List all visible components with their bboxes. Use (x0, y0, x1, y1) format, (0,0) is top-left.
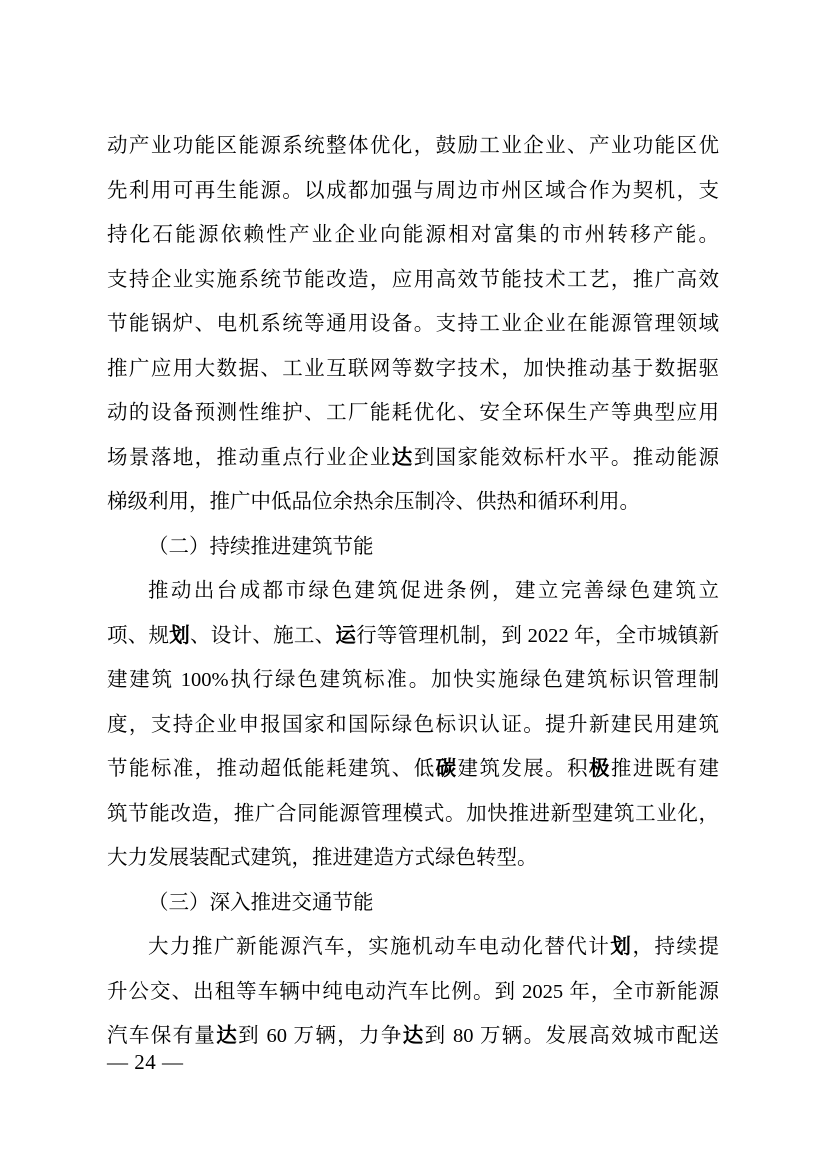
text-run: 升公交、出租等车辆中纯电动汽车比例。到 2025 年，全市新能源 (107, 980, 719, 1003)
text-line (107, 747, 719, 792)
text-run: 大力推广新能源汽车，实施机动车电动化替代计 (148, 936, 611, 958)
text-line (107, 391, 719, 436)
text-run: 大力发展装配式建筑，推进建造方式绿色转型。 (107, 847, 538, 869)
text-run: 到 60 万辆，力争 (238, 1025, 403, 1047)
text-line (107, 436, 719, 481)
text-line (107, 347, 719, 392)
text-line (107, 480, 719, 525)
text-run: （二）持续推进建筑节能 (148, 535, 374, 558)
text-run: ，持续提 (632, 936, 720, 958)
bold-text-run: 运 (335, 624, 357, 647)
text-run: 、设计、施工、 (190, 624, 336, 647)
text-run: 汽车保有量 (107, 1025, 217, 1047)
page-footer (107, 1050, 184, 1074)
bold-text-run: 碳 (435, 758, 458, 780)
text-line (107, 213, 719, 258)
text-line (107, 836, 719, 881)
text-run: 先利用可再生能源。以成都加强与周边市州区域合作为契机，支 (107, 179, 719, 202)
text-line (107, 258, 719, 303)
bold-text-run: 极 (589, 758, 611, 780)
text-run: 场景落地，推动重点行业企业 (107, 446, 392, 469)
text-run: 度，支持企业申报国家和国际绿色标识认证。提升新建民用建筑 (107, 713, 719, 736)
text-line (107, 614, 719, 659)
text-run: 动的设备预测性维护、工厂能耗优化、安全环保生产等典型应用 (107, 402, 719, 424)
page-number: — 24 — (107, 1050, 184, 1074)
text-run: 支持企业实施系统节能改造，应用高效节能技术工艺，推广高效 (107, 268, 719, 291)
text-run: 梯级利用，推广中低品位余热余压制冷、供热和循环利用。 (107, 491, 640, 513)
text-line (107, 658, 719, 703)
text-line (107, 1014, 719, 1059)
bold-text-run: 达 (402, 1025, 425, 1047)
text-run: 推进既有建 (610, 758, 720, 780)
text-run: 项、规 (107, 624, 170, 647)
text-run: 节能标准，推动超低能耗建筑、低 (107, 758, 436, 780)
text-run: 推广应用大数据、工业互联网等数字技术，加快推动基于数据驱 (107, 357, 719, 380)
text-line (107, 569, 719, 614)
section-heading (107, 525, 719, 570)
text-run: （三）深入推进交通节能 (148, 891, 374, 914)
text-run: 动产业功能区能源系统整体优化，鼓励工业企业、产业功能区优 (107, 135, 719, 157)
bold-text-run: 划 (169, 624, 191, 647)
text-run: 行等管理机制，到 2022 年，全市城镇新 (356, 624, 720, 647)
text-line (107, 169, 719, 214)
bold-text-run: 达 (216, 1025, 239, 1047)
text-line (107, 970, 719, 1015)
text-line (107, 124, 719, 169)
text-run: 建建筑 100%执行绿色建筑标准。加快实施绿色建筑标识管理制 (107, 669, 719, 691)
text-run: 筑节能改造，推广合同能源管理模式。加快推进新型建筑工业化， (107, 802, 719, 825)
text-line (107, 302, 719, 347)
text-line (107, 925, 719, 970)
text-run: 到国家能效标杆水平。推动能源 (413, 446, 720, 469)
text-run: 建筑发展。积 (457, 758, 589, 780)
text-run: 推动出台成都市绿色建筑促进条例，建立完善绿色建筑立 (148, 580, 719, 602)
bold-text-run: 达 (391, 446, 414, 469)
text-line (107, 792, 719, 837)
document-body (107, 124, 719, 1059)
text-run: 节能锅炉、电机系统等通用设备。支持工业企业在能源管理领域 (107, 313, 719, 335)
bold-text-run: 划 (610, 936, 633, 958)
text-run: 持化石能源依赖性产业企业向能源相对富集的市州转移产能。 (107, 224, 719, 246)
text-run: 到 80 万辆。发展高效城市配送 (424, 1025, 720, 1047)
text-line (107, 703, 719, 748)
section-heading (107, 881, 719, 926)
